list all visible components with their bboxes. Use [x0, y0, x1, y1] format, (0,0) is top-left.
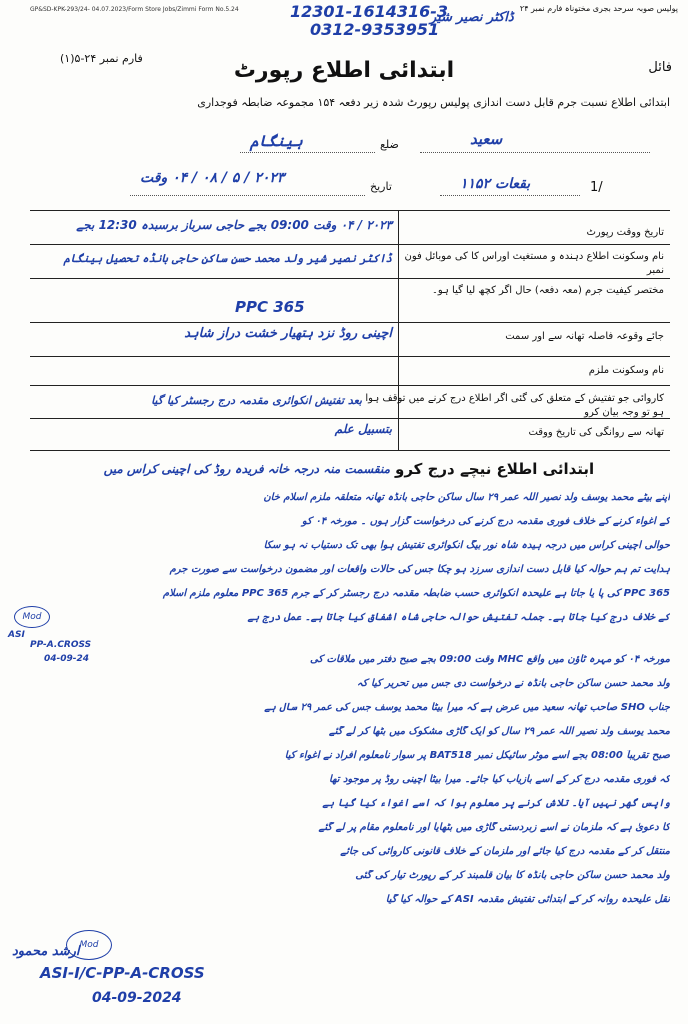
date-value: ۲۰۲۳ / ۵ / ۰۸ / ۰۴ وقت: [140, 170, 285, 186]
mod-stamp-bottom: Mod: [66, 930, 112, 960]
body-line: صبح تقریباً 08:00 بجے اسے موٹر سائیکل نمبر BAT518 پر سوار نامعلوم افراد نے اغواء کیا: [284, 750, 670, 761]
district-value: ہینگام: [250, 132, 303, 150]
body-line: نقل علیحدہ روانہ کر کے ابتدائی تفتیش مقدمہ ASI کے حوالہ کیا گیا: [385, 894, 670, 905]
section-heading: ابتدائی اطلاع نیچے درج کرو: [395, 460, 595, 478]
body-line: کہ فوری مقدمہ درج کر کے اسے بازیاب کیا جائے۔ میرا بیٹا اچینی روڈ پر موجود تھا: [329, 774, 670, 785]
thana-value: سعید: [470, 130, 503, 148]
body-line: مورخہ ۰۴ کو مہرہ ٹاؤن میں واقع MHC وقت 09:00 بجے صبح دفتر میں ملاقات کی: [309, 654, 670, 665]
mod-stamp: Mod: [14, 606, 50, 628]
row-label-offence: مختصر کیفیت جرم (معہ دفعہ) حال اگر کچھ لیا گیا ہو۔: [431, 285, 664, 296]
body-line: محمد یوسف ولد نصیر اللہ عمر ۲۹ سال کو ایک گاڑی مشکوک میں بٹھا کر لے گئے: [328, 726, 670, 737]
body-line: ولد محمد حسن ساکن حاجی بانڈہ نے درخواست دی جس میں تحریر کیا کہ: [356, 678, 670, 689]
heading-continuation: منقسمت منہ درجہ خانہ فریدہ روڈ کی اچینی کراس میں: [103, 462, 390, 476]
body-line: واپس گھر نہیں آیا۔ تلاش کرنے پر معلوم ہوا کہ اسے اغواء کیا گیا ہے: [322, 798, 670, 809]
row-value-departure: بتسبیل علم: [334, 422, 392, 436]
row-label-place: جائے وقوعہ فاصلہ تھانہ سے اور سمت: [505, 331, 664, 342]
body-line: جناب SHO صاحب تھانہ سعید میں عرض ہے کہ میرا بیٹا محمد یوسف جس کی عمر ۲۹ سال ہے: [264, 702, 670, 713]
body-line: اپنے بیٹے محمد یوسف ولد نصیر اللہ عمر ۲۹ سال ساکن حاجی بانڈہ تھانہ متعلقہ ملزم اسلام خان: [263, 492, 670, 503]
row-label-departure: تھانہ سے روانگی کی تاریخ ووقت: [528, 427, 664, 438]
province-line: پولیس صوبہ سرحد بجری مختوناہ فارم نمبر ۲۴: [519, 4, 678, 13]
form-code: GP&SD-KPK-293/24- 04.07.2023/Form Store Jobs/Zimmi Form No.5.24: [30, 6, 239, 13]
bottom-sign-name: ارشد محمود: [12, 944, 80, 959]
body-line: منتقل کر کے مقدمہ درج کیا جائے اور ملزمان کے خلاف قانونی کاروائی کی جائے: [340, 846, 670, 857]
row-value-place: اچینی روڈ نزد ہتھیار خشت دراز شاہد: [184, 326, 392, 341]
row-label-investigation: کاروائی جو تفتیش کے متعلق کی گئی اگر اطلاع درج کرنے میں توقف ہوا ہو تو وجہ بیان کرو: [365, 393, 664, 418]
handwritten-name-top: ڈاکٹر نصیر شیر: [430, 10, 514, 25]
date-label: تاریخ: [370, 180, 392, 193]
body-line: کا دعویٰ ہے کہ ملزمان نے اسے زبردستی گاڑی میں بٹھایا اور نامعلوم مقام پر لے گئے: [318, 822, 670, 833]
body-line: ہدایت تم ہم حوالہ کیا قابل دست اندازی سرزد ہو چکا جس کی حالات واقعات اور مضمون درخواست سے صورت جرم: [169, 564, 670, 575]
file-label: فائل: [648, 60, 672, 75]
row-value-report-datetime: ۲۰۲۳ / ۰۴ وقت 09:00 بجے حاجی سرباز برسبدہ 12:30 بجے: [76, 218, 392, 232]
district-label: ضلع: [380, 138, 399, 151]
bottom-sign-date: 04-09-2024: [92, 990, 182, 1006]
fir-no-value: بقعات ۱۱۵۲: [460, 176, 531, 192]
fir-no-prefix: 1/: [590, 180, 603, 195]
body-line: ولد محمد حسن ساکن حاجی بانڈہ کا بیان قلمبند کر کے رپورٹ تیار کی گئی: [355, 870, 670, 881]
row-value-investigation: بعد تفتیش انکوائری مقدمہ درج رجسٹر کیا گیا: [151, 394, 362, 407]
row-value-complainant: ڈاکٹر نصیر شیر ولد محمد حسن ساکن حاجی بانڈہ تحصیل ہینگام: [63, 252, 392, 265]
mid-sign-post: PP-A.CROSS: [30, 640, 92, 650]
mid-sign-date: 04-09-24: [44, 654, 90, 664]
mid-sign-asi: ASI: [8, 630, 25, 640]
row-label-complainant: نام وسکونت اطلاع دہندہ و مستغیث اوراس کا کی موبائل فون نمبر: [404, 251, 664, 276]
bottom-sign-post: ASI-I/C-PP-A-CROSS: [40, 964, 205, 982]
row-label-accused: نام وسکونت ملزم: [588, 365, 664, 376]
body-line: کے خلاف درج کیا جاتا ہے۔ جملہ تفتیش حوالہ حاجی شاہ اشفاق کیا جاتا ہے۔ عمل درج ہے: [247, 612, 670, 623]
page-title: ابتدائی اطلاع رپورٹ: [233, 58, 455, 83]
page-subtitle: ابتدائی اطلاع نسبت جرم قابل دست اندازی پولیس رپورٹ شدہ زیر دفعہ ۱۵۴ مجموعہ ضابطہ فوجداری: [197, 96, 670, 109]
body-line: PPC 365 کی پا یا جاتا ہے علیحدہ انکوائری حسب ضابطہ مقدمہ درج رجسٹر کر کے جرم PPC 365 معلوم ملزم اسلام: [162, 588, 670, 599]
row-label-report-datetime: تاریخ ووقت رپورٹ: [586, 227, 664, 238]
handwritten-phone-2: 0312-9353951: [310, 20, 440, 39]
form-number: فارم نمبر ۲۴-۵(۱): [60, 52, 143, 65]
row-value-offence: PPC 365: [235, 298, 305, 316]
body-line: حوالی اچینی کراس میں درجہ ہیدہ شاہ نور بیگ انکوائری تفتیش ہوا بھی تک دستیاب نہ ہو سکا: [263, 540, 670, 551]
body-line: کے اغواء کرنے کے خلاف فوری مقدمہ درج کرنے کی درخواست گزار ہوں ۔ مورخہ ۰۴ کو: [301, 516, 670, 527]
handwritten-phone-1: 12301-1614316-3: [290, 2, 449, 21]
